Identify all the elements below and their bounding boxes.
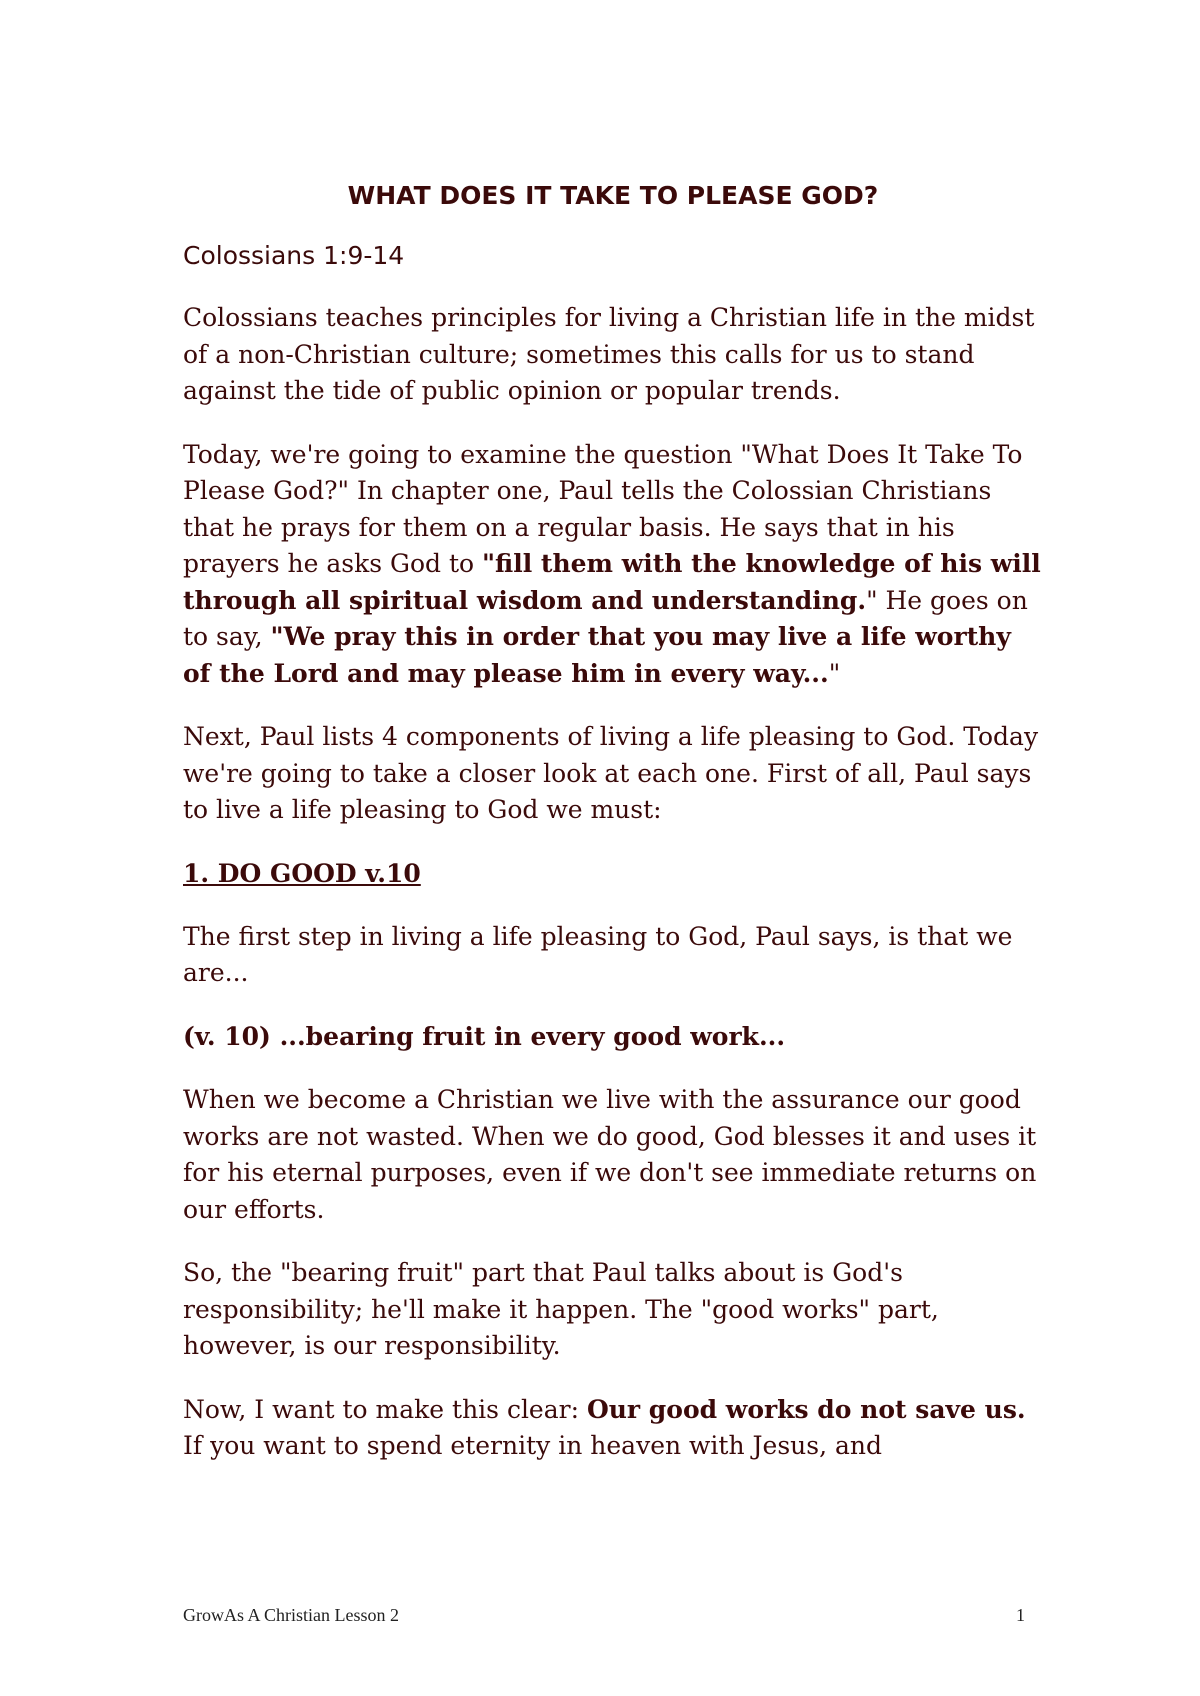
prayer-text-2: " He goes on to say, (183, 585, 1028, 651)
verse-text: (v. 10) ...bearing fruit in every good work... (183, 1021, 786, 1051)
assurance-paragraph: When we become a Christian we live with the assurance our good works are not wasted. When we do good, God blesses it and uses it for his eternal purposes, even if we don't see immediate returns on our efforts. (183, 1085, 1037, 1224)
document-body (183, 178, 1043, 1492)
intro-paragraph: Colossians teaches principles for living a Christian life in the midst of a non-Christian culture; sometimes this calls for us to stand against the tide of public opinion or popular trends. (183, 303, 1035, 405)
section-heading-do-good: 1. DO GOOD v.10 (183, 858, 421, 888)
prayer-text-3: " (828, 658, 841, 688)
prayer-paragraph (183, 437, 1043, 693)
prayer-text-1: Today, we're going to examine the question "What Does It Take To Please God?" In chapter one, Paul tells the Colossian Christians that he prays for them on a regular basis. He says that in his prayers he asks God to (183, 439, 1023, 578)
prayer-quote-1: "fill them with the knowledge of his will through all spiritual wisdom and understanding. (183, 549, 1041, 615)
components-paragraph: Next, Paul lists 4 components of living a life pleasing to God. Today we're going to take a closer look at each one. First of all, Paul says to live a life pleasing to God we must: (183, 722, 1039, 824)
prayer-quote-2: "We pray this in order that you may live a life worthy of the Lord and may please him in every way... (183, 622, 1011, 688)
responsibility-paragraph: So, the "bearing fruit" part that Paul talks about is God's responsibility; he'll make it happen. The "good works" part, however, is our responsibility. (183, 1258, 939, 1360)
clarification-text-1: Now, I want to make this clear: (183, 1394, 587, 1424)
clarification-text-2: If you want to spend eternity in heaven with Jesus, and (183, 1431, 882, 1460)
first-step-paragraph: The first step in living a life pleasing to God, Paul says, is that we are... (183, 921, 1013, 987)
clarification-paragraph (183, 1392, 1043, 1465)
document-title: WHAT DOES IT TAKE TO PLEASE GOD? (347, 181, 879, 210)
footer-lesson-title: GrowAs A Christian Lesson 2 (183, 1605, 399, 1625)
clarification-bold: Our good works do not save us. (586, 1394, 1026, 1424)
verse-quote (183, 1019, 1043, 1056)
scripture-reference: Colossians 1:9-14 (183, 241, 405, 270)
footer-page-number: 1 (1016, 1605, 1025, 1625)
